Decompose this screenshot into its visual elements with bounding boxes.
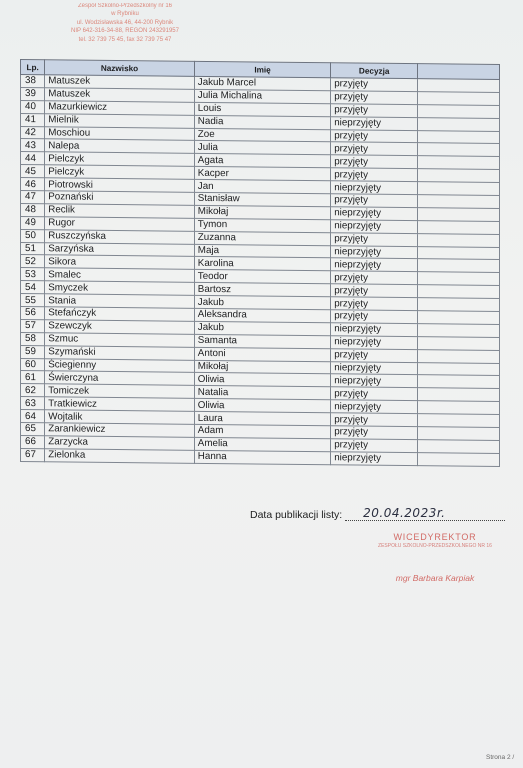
row-lp: 65 [21,423,45,436]
row-surname: Moschiou [45,126,195,140]
row-surname: Smyczek [45,281,195,295]
table-body [21,75,500,467]
row-empty-cell [418,208,500,222]
row-surname: Zarzycka [45,436,195,450]
row-empty-cell [418,272,500,286]
row-name: Jakub [194,295,330,309]
row-name: Jakub Marcel [194,76,330,90]
row-empty-cell [418,195,500,209]
column-header-surname: Nazwisko [45,60,195,77]
publication-date-line [250,506,505,521]
row-decision: przyjęty [331,284,418,298]
row-name: Antoni [194,347,330,361]
row-surname: Stania [45,294,195,308]
row-lp: 40 [21,100,45,113]
row-surname: Szewczyk [45,320,195,334]
row-lp: 60 [21,358,45,371]
row-decision: przyjęty [331,194,418,208]
stamp-title: WICEDYREKTOR [393,532,477,542]
row-empty-cell [418,285,500,299]
row-surname: Matuszek [45,75,195,89]
row-empty-cell [418,104,500,118]
row-name: Zuzanna [194,231,330,245]
row-decision: nieprzyjęty [331,258,418,272]
row-empty-cell [418,220,500,234]
row-decision: nieprzyjęty [331,452,418,466]
column-header-decision: Decyzja [331,63,418,79]
row-decision: nieprzyjęty [331,207,418,221]
row-decision: przyjęty [331,129,418,143]
row-decision: nieprzyjęty [331,116,418,130]
row-lp: 51 [21,242,45,255]
row-decision: przyjęty [331,155,418,169]
row-decision: nieprzyjęty [331,220,418,234]
row-lp: 57 [21,319,45,332]
row-surname: Tratkiewicz [45,397,195,411]
publication-date-handwritten: 20.04.2023r. [363,506,446,520]
admission-results-table [20,59,500,467]
row-name: Teodor [194,270,330,284]
row-lp: 46 [21,178,45,191]
school-letterhead-stamp [40,2,210,44]
row-name: Samanta [194,334,330,348]
row-name: Karolina [194,257,330,271]
row-surname: Sarzyńska [45,242,195,256]
row-surname: Poznański [45,191,195,205]
row-surname: Ściegienny [45,358,195,372]
row-empty-cell [418,259,500,273]
row-decision: przyjęty [331,232,418,246]
row-name: Maja [194,244,330,258]
row-name: Jakub [194,321,330,335]
row-name: Oliwia [194,399,330,413]
row-surname: Pielczyk [45,165,195,179]
row-name: Mikołaj [194,360,330,374]
row-decision: przyjęty [331,271,418,285]
row-decision: przyjęty [331,387,418,401]
row-empty-cell [418,311,500,325]
row-name: Stanisław [194,192,330,206]
row-empty-cell [418,324,500,338]
row-name: Agata [194,154,330,168]
row-surname: Zielonka [45,449,195,463]
row-lp: 44 [21,152,45,165]
row-decision: przyjęty [331,168,418,182]
row-empty-cell [418,156,500,170]
row-surname: Mielnik [45,113,195,127]
row-name: Mikołaj [194,205,330,219]
row-surname: Sikora [45,255,195,269]
row-lp: 55 [21,294,45,307]
row-surname: Pielczyk [45,152,195,166]
row-decision: nieprzyjęty [331,336,418,350]
row-surname: Tomiczek [45,384,195,398]
row-lp: 39 [21,87,45,100]
row-decision: przyjęty [331,426,418,440]
row-lp: 48 [21,203,45,216]
row-lp: 54 [21,281,45,294]
row-decision: nieprzyjęty [331,400,418,414]
row-name: Aleksandra [194,308,330,322]
row-decision: przyjęty [331,439,418,453]
row-lp: 47 [21,191,45,204]
row-name: Natalia [194,386,330,400]
row-name: Kacper [194,167,330,181]
publication-date-label: Data publikacji listy: [250,509,343,521]
row-lp: 38 [21,75,45,88]
row-lp: 58 [21,332,45,345]
row-decision: przyjęty [331,310,418,324]
row-empty-cell [418,233,500,247]
row-name: Louis [194,102,330,116]
row-decision: nieprzyjęty [331,374,418,388]
date-dotted-line [345,506,505,521]
stamp-signatory: mgr Barbara Karpiak [395,573,475,583]
row-empty-cell [418,452,500,466]
row-surname: Matuszek [45,88,195,102]
row-surname: Reclik [45,204,195,218]
row-name: Laura [194,411,330,425]
row-empty-cell [418,349,500,363]
row-name: Amelia [194,437,330,451]
row-decision: przyjęty [331,104,418,118]
row-lp: 42 [21,126,45,139]
row-name: Zoe [194,128,330,142]
row-empty-cell [418,401,500,415]
row-decision: nieprzyjęty [331,323,418,337]
row-lp: 61 [21,371,45,384]
row-decision: nieprzyjęty [331,245,418,259]
column-header-name: Imię [194,61,330,77]
row-empty-cell [418,375,500,389]
row-lp: 62 [21,384,45,397]
row-surname: Piotrowski [45,178,195,192]
row-surname: Smalec [45,268,195,282]
letterhead-line: w Rybniku [111,11,139,18]
row-lp: 41 [21,113,45,126]
column-header-lp: Lp. [21,60,45,75]
row-empty-cell [418,130,500,144]
letterhead-line: tel. 32 739 75 45, fax 32 739 75 47 [78,36,172,43]
row-empty-cell [418,117,500,131]
row-empty-cell [418,169,500,183]
row-name: Tymon [194,218,330,232]
column-header-empty [418,64,500,80]
row-empty-cell [418,388,500,402]
row-empty-cell [418,362,500,376]
row-empty-cell [418,427,500,441]
row-name: Julia [194,141,330,155]
row-decision: przyjęty [331,348,418,362]
stamp-subtitle: ZESPOŁU SZKOLNO-PRZEDSZKOLNEGO NR 16 [378,543,492,549]
row-surname: Świerczyna [45,371,195,385]
row-surname: Mazurkiewicz [45,101,195,115]
row-decision: przyjęty [331,91,418,105]
row-surname: Wojtalik [45,410,195,424]
row-empty-cell [418,246,500,260]
row-decision: przyjęty [331,297,418,311]
row-empty-cell [418,143,500,157]
letterhead-line: NIP 642-316-34-88, REGON 243291957 [71,28,179,35]
row-surname: Szymański [45,345,195,359]
row-name: Hanna [194,450,330,464]
row-name: Oliwia [194,373,330,387]
page-number: Strona 2 / [486,754,515,761]
row-decision: przyjęty [331,78,418,92]
row-surname: Rugor [45,217,195,231]
row-lp: 49 [21,216,45,229]
row-decision: nieprzyjęty [331,181,418,195]
row-surname: Nalepa [45,139,195,153]
row-lp: 53 [21,268,45,281]
row-empty-cell [418,414,500,428]
letterhead-line: Zespół Szkolno-Przedszkolny nr 16 [77,3,173,9]
row-empty-cell [418,336,500,350]
row-lp: 67 [21,448,45,461]
row-lp: 64 [21,410,45,423]
row-lp: 43 [21,139,45,152]
row-surname: Zarankiewicz [45,423,195,437]
row-surname: Ruszczyńska [45,229,195,243]
row-empty-cell [418,92,500,106]
row-surname: Stefańczyk [45,307,195,321]
row-name: Julia Michalina [194,89,330,103]
row-empty-cell [418,182,500,196]
row-decision: przyjęty [331,413,418,427]
row-name: Nadia [194,115,330,129]
row-lp: 52 [21,255,45,268]
row-lp: 66 [21,435,45,448]
letterhead-line: ul. Wodzisławska 46, 44-200 Rybnik [76,19,174,26]
row-lp: 59 [21,345,45,358]
row-decision: nieprzyjęty [331,361,418,375]
row-name: Jan [194,179,330,193]
row-empty-cell [418,79,500,93]
row-name: Bartosz [194,283,330,297]
row-name: Adam [194,424,330,438]
row-lp: 45 [21,165,45,178]
row-surname: Szmuc [45,333,195,347]
row-lp: 56 [21,307,45,320]
row-lp: 50 [21,229,45,242]
row-empty-cell [418,298,500,312]
row-decision: przyjęty [331,142,418,156]
vice-director-stamp [360,532,510,583]
row-empty-cell [418,440,500,454]
row-lp: 63 [21,397,45,410]
